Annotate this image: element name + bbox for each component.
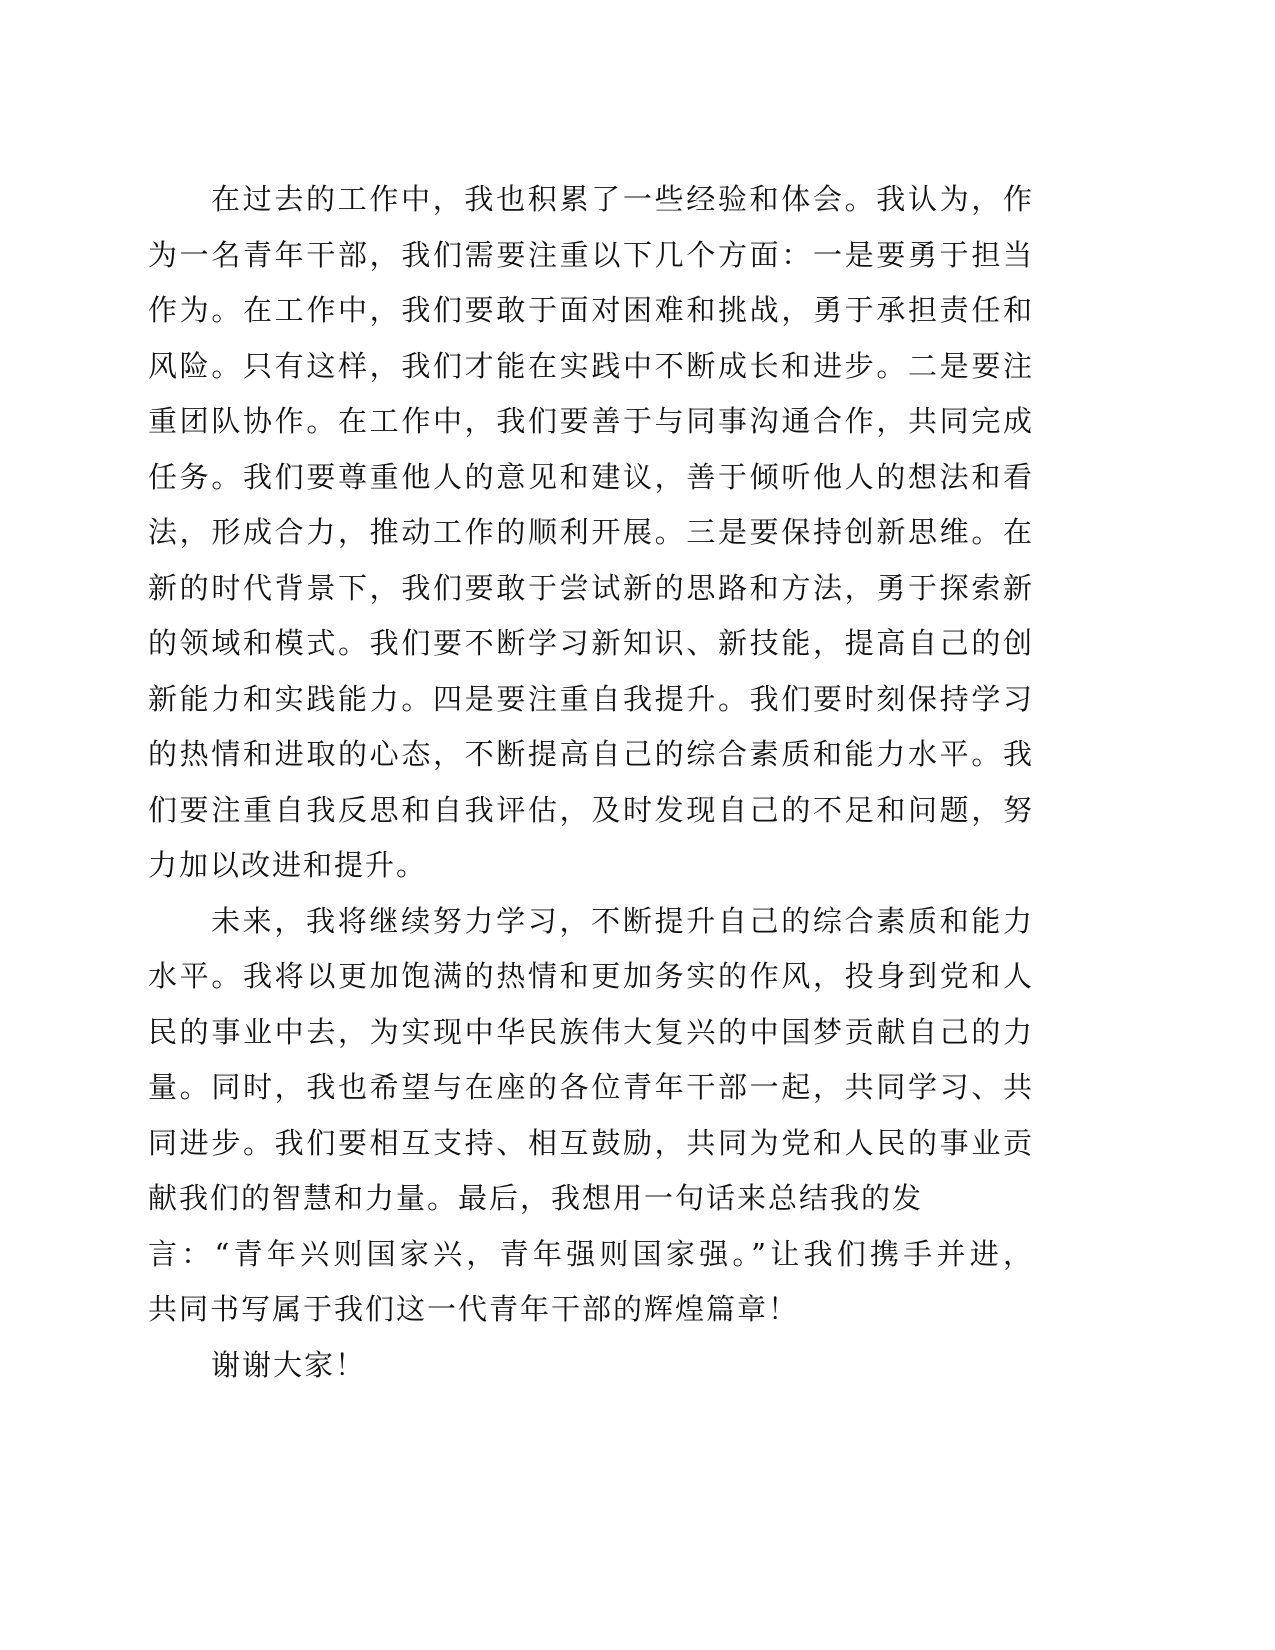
text-line: 新能力和实践能力。四是要注重自我提升。我们要时刻保持学习 (148, 681, 1032, 716)
text-line: 新的时代背景下，我们要敢于尝试新的思路和方法，勇于探索新 (148, 570, 1032, 605)
text-line: 的领域和模式。我们要不断学习新知识、新技能，提高自己的创 (148, 626, 1032, 660)
text-line: 水平。我将以更加饱满的热情和更加务实的作风，投身到党和人 (148, 959, 1032, 993)
paragraph-experience (148, 172, 1032, 894)
text-line: 共同书写属于我们这一代青年干部的辉煌篇章！ (148, 1292, 800, 1326)
text-line: 们要注重自我反思和自我评估，及时发现自己的不足和问题，努 (148, 792, 1032, 827)
text-line: 法，形成合力，推动工作的顺利开展。三是要保持创新思维。在 (148, 515, 1032, 549)
text-line: 同进步。我们要相互支持、相互鼓励，共同为党和人民的事业贡 (148, 1125, 1032, 1160)
text-line: 风险。只有这样，我们才能在实践中不断成长和进步。二是要注 (148, 348, 1032, 383)
text-line: 言：“青年兴则国家兴，青年强则国家强。”让我们携手并进， (148, 1236, 1032, 1271)
text-line: 在过去的工作中，我也积累了一些经验和体会。我认为，作 (211, 182, 1032, 216)
text-line: 的热情和进取的心态，不断提高自己的综合素质和能力水平。我 (148, 737, 1032, 771)
text-line: 量。同时，我也希望与在座的各位青年干部一起，共同学习、共 (148, 1070, 1032, 1104)
text-line: 谢谢大家！ (211, 1347, 367, 1382)
document-page (148, 172, 1032, 1393)
text-line: 任务。我们要尊重他人的意见和建议，善于倾听他人的想法和看 (148, 459, 1032, 494)
text-line: 作为。在工作中，我们要敢于面对困难和挑战，勇于承担责任和 (148, 293, 1032, 327)
text-line: 献我们的智慧和力量。最后，我想用一句话来总结我的发 (148, 1181, 924, 1215)
text-line: 力加以改进和提升。 (148, 848, 428, 882)
text-line: 民的事业中去，为实现中华民族伟大复兴的中国梦贡献自己的力 (148, 1014, 1032, 1049)
text-line: 为一名青年干部，我们需要注重以下几个方面：一是要勇于担当 (148, 237, 1032, 272)
text-line: 未来，我将继续努力学习，不断提升自己的综合素质和能力 (211, 903, 1032, 938)
paragraph-future (148, 894, 1032, 1338)
text-line: 重团队协作。在工作中，我们要善于与同事沟通合作，共同完成 (148, 404, 1032, 438)
paragraph-thanks (148, 1338, 1032, 1394)
